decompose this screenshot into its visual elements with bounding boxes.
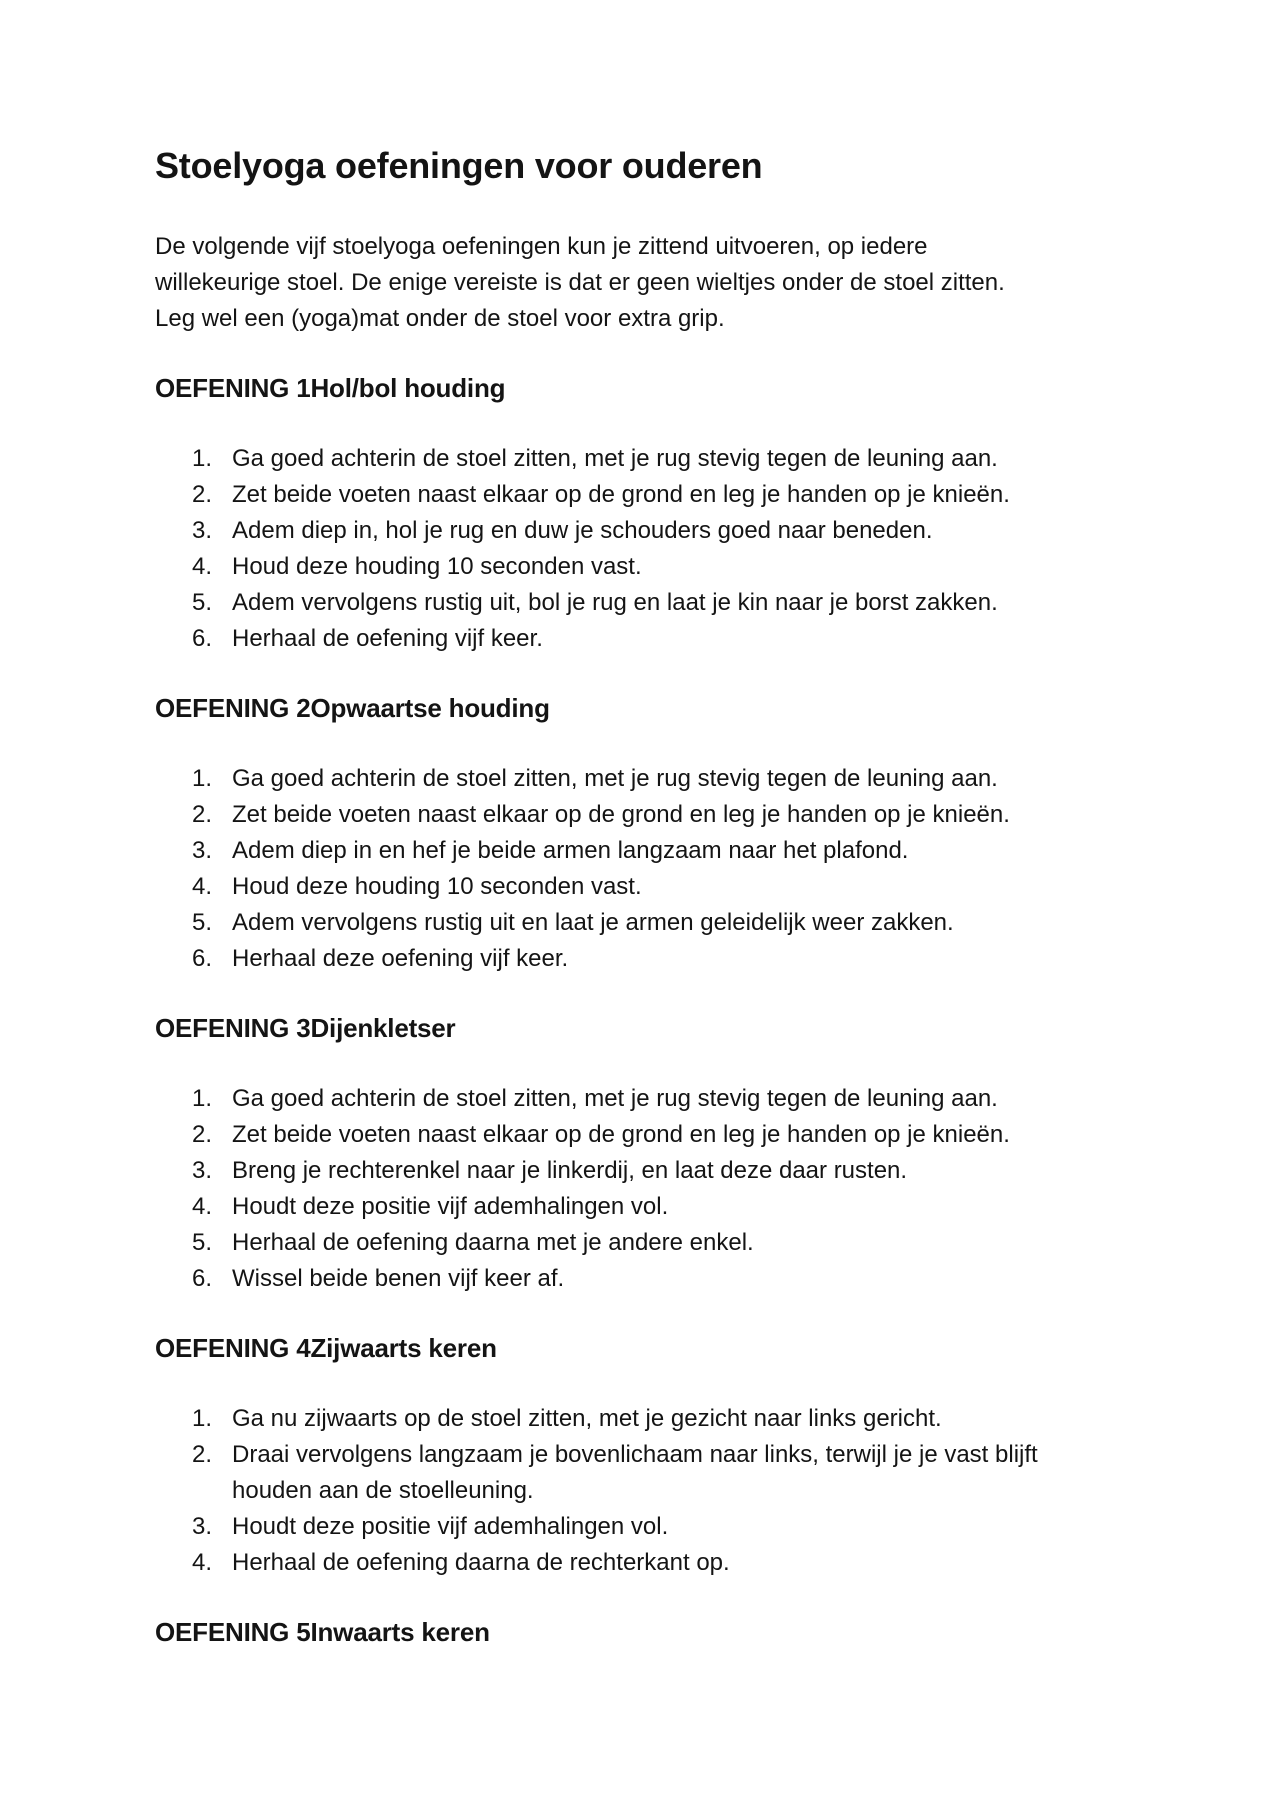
document-title: Stoelyoga oefeningen voor ouderen bbox=[155, 145, 763, 186]
section-oefening-2 bbox=[155, 690, 1130, 977]
list-item: Herhaal de oefening vijf keer. bbox=[232, 625, 543, 652]
section-oefening-1 bbox=[155, 370, 1130, 657]
section-heading: OEFENING 5Inwaarts keren bbox=[155, 1617, 490, 1647]
intro-paragraph bbox=[155, 229, 1130, 337]
section-oefening-5 bbox=[155, 1614, 1130, 1650]
list-item: Ga goed achterin de stoel zitten, met je rug stevig tegen de leuning aan. bbox=[232, 765, 998, 792]
list-item: Herhaal de oefening daarna de rechterkant op. bbox=[232, 1549, 730, 1576]
step-list bbox=[155, 1081, 1085, 1297]
step-list bbox=[155, 1401, 1085, 1581]
list-item: Wissel beide benen vijf keer af. bbox=[232, 1265, 565, 1292]
list-item: Herhaal de oefening daarna met je andere enkel. bbox=[232, 1229, 754, 1256]
section-oefening-4 bbox=[155, 1330, 1130, 1581]
step-list bbox=[155, 761, 1085, 977]
intro-line-1: De volgende vijf stoelyoga oefeningen kun je zittend uitvoeren, op iedere bbox=[155, 233, 928, 260]
section-heading: OEFENING 4Zijwaarts keren bbox=[155, 1333, 497, 1363]
list-item: Adem vervolgens rustig uit, bol je rug en laat je kin naar je borst zakken. bbox=[232, 589, 998, 616]
list-item: Zet beide voeten naast elkaar op de grond en leg je handen op je knieën. bbox=[232, 1121, 1010, 1148]
list-item: Houd deze houding 10 seconden vast. bbox=[232, 553, 642, 580]
section-heading: OEFENING 3Dijenkletser bbox=[155, 1013, 456, 1043]
list-item: Ga goed achterin de stoel zitten, met je rug stevig tegen de leuning aan. bbox=[232, 445, 998, 472]
list-item: Adem diep in, hol je rug en duw je schouders goed naar beneden. bbox=[232, 517, 933, 544]
step-list bbox=[155, 441, 1085, 657]
list-item: Ga goed achterin de stoel zitten, met je rug stevig tegen de leuning aan. bbox=[232, 1085, 998, 1112]
list-item: Houd deze houding 10 seconden vast. bbox=[232, 873, 642, 900]
section-oefening-3 bbox=[155, 1010, 1130, 1297]
section-heading: OEFENING 2Opwaartse houding bbox=[155, 693, 550, 723]
list-item: Adem vervolgens rustig uit en laat je armen geleidelijk weer zakken. bbox=[232, 909, 954, 936]
list-item: Ga nu zijwaarts op de stoel zitten, met je gezicht naar links gericht. bbox=[232, 1405, 942, 1432]
list-item: Houdt deze positie vijf ademhalingen vol. bbox=[232, 1513, 669, 1540]
list-item: Draai vervolgens langzaam je bovenlichaam naar links, terwijl je je vast blijft houden aan de stoelleuning. bbox=[232, 1441, 1038, 1504]
intro-line-2: willekeurige stoel. De enige vereiste is dat er geen wieltjes onder de stoel zitten. bbox=[155, 269, 1005, 296]
intro-line-3: Leg wel een (yoga)mat onder de stoel voor extra grip. bbox=[155, 305, 725, 332]
list-item: Adem diep in en hef je beide armen langzaam naar het plafond. bbox=[232, 837, 909, 864]
list-item: Herhaal deze oefening vijf keer. bbox=[232, 945, 569, 972]
list-item: Zet beide voeten naast elkaar op de grond en leg je handen op je knieën. bbox=[232, 481, 1010, 508]
list-item: Zet beide voeten naast elkaar op de grond en leg je handen op je knieën. bbox=[232, 801, 1010, 828]
section-heading: OEFENING 1Hol/bol houding bbox=[155, 373, 506, 403]
list-item: Breng je rechterenkel naar je linkerdij, en laat deze daar rusten. bbox=[232, 1157, 908, 1184]
list-item: Houdt deze positie vijf ademhalingen vol. bbox=[232, 1193, 669, 1220]
